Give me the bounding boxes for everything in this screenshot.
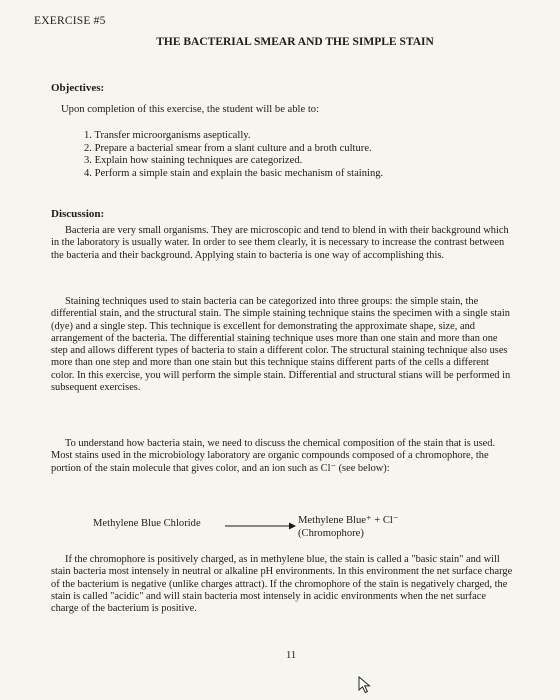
discussion-paragraph: Bacteria are very small organisms. They are microscopic and tend to blend in with their background which in the laboratory is usually water. In order to see them clearly, it is necessary to increase the contrast between the bacteria and their background. Applying stain to bacteria is one way of accomplishing this. bbox=[51, 225, 509, 261]
objectives-heading: Objectives: bbox=[51, 82, 105, 94]
page-number: 11 bbox=[286, 650, 297, 661]
objective-item: 3. Explain how staining techniques are categorized. bbox=[84, 155, 303, 167]
objective-item: 2. Prepare a bacterial smear from a slant culture and a broth culture. bbox=[84, 142, 372, 154]
discussion-paragraph: To understand how bacteria stain, we need to discuss the chemical composition of the stain that is used. Most stains used in the microbiology laboratory are organic compounds composed of a chromophore, the portion of the stain molecule that gives color, and an ion such as Cl⁻ (see below): bbox=[51, 438, 496, 474]
equation-product-note: (Chromophore) bbox=[298, 527, 364, 539]
discussion-paragraph: If the chromophore is positively charged, as in methylene blue, the stain is called a "basic stain" and will stain bacteria most intensely in neutral or alkaline pH environments. In this environment the net surface charge of the bacterium is negative (unlike charges attract). If the chromophore of the stain is negatively charged, the stain is called "acidic" and will stain bacteria most intensely in acidic environments when the net surface charge of the bacterium is positive. bbox=[51, 554, 513, 615]
discussion-heading: Discussion: bbox=[51, 208, 105, 220]
equation-product-ions: Methylene Blue⁺ + Cl⁻ bbox=[298, 515, 399, 526]
reaction-arrow-icon bbox=[225, 521, 297, 531]
objectives-intro: Upon completion of this exercise, the student will be able to: bbox=[61, 104, 320, 115]
discussion-paragraph: Staining techniques used to stain bacteria can be categorized into three groups: the simple stain, the differential stain, and the structural stain. The simple staining technique stains the specimen with a single stain (dye) and a single step. This technique is excellent for demonstrating the approximate shape, size, and arrangement of the bacteria. The differential staining technique uses more than one stain and more than one step and allows different types of bacteria to stain a different color. The structural staining technique also uses more than one step and more than one stain but this technique stains different parts of the cells a different color. In this exercise, you will perform the simple stain. Differential and structural stians will be performed in subsequent exercises. bbox=[51, 296, 511, 394]
exercise-label: EXERCISE #5 bbox=[34, 15, 106, 27]
objective-item: 4. Perform a simple stain and explain the basic mechanism of staining. bbox=[84, 167, 384, 179]
objective-item: 1. Transfer microorganisms aseptically. bbox=[84, 130, 251, 141]
page-title: THE BACTERIAL SMEAR AND THE SIMPLE STAIN bbox=[156, 36, 434, 48]
stain-equation bbox=[0, 515, 560, 547]
equation-product bbox=[298, 515, 398, 540]
mouse-pointer-icon bbox=[358, 676, 372, 694]
objectives-list bbox=[84, 130, 383, 180]
equation-reactant: Methylene Blue Chloride bbox=[93, 518, 201, 529]
